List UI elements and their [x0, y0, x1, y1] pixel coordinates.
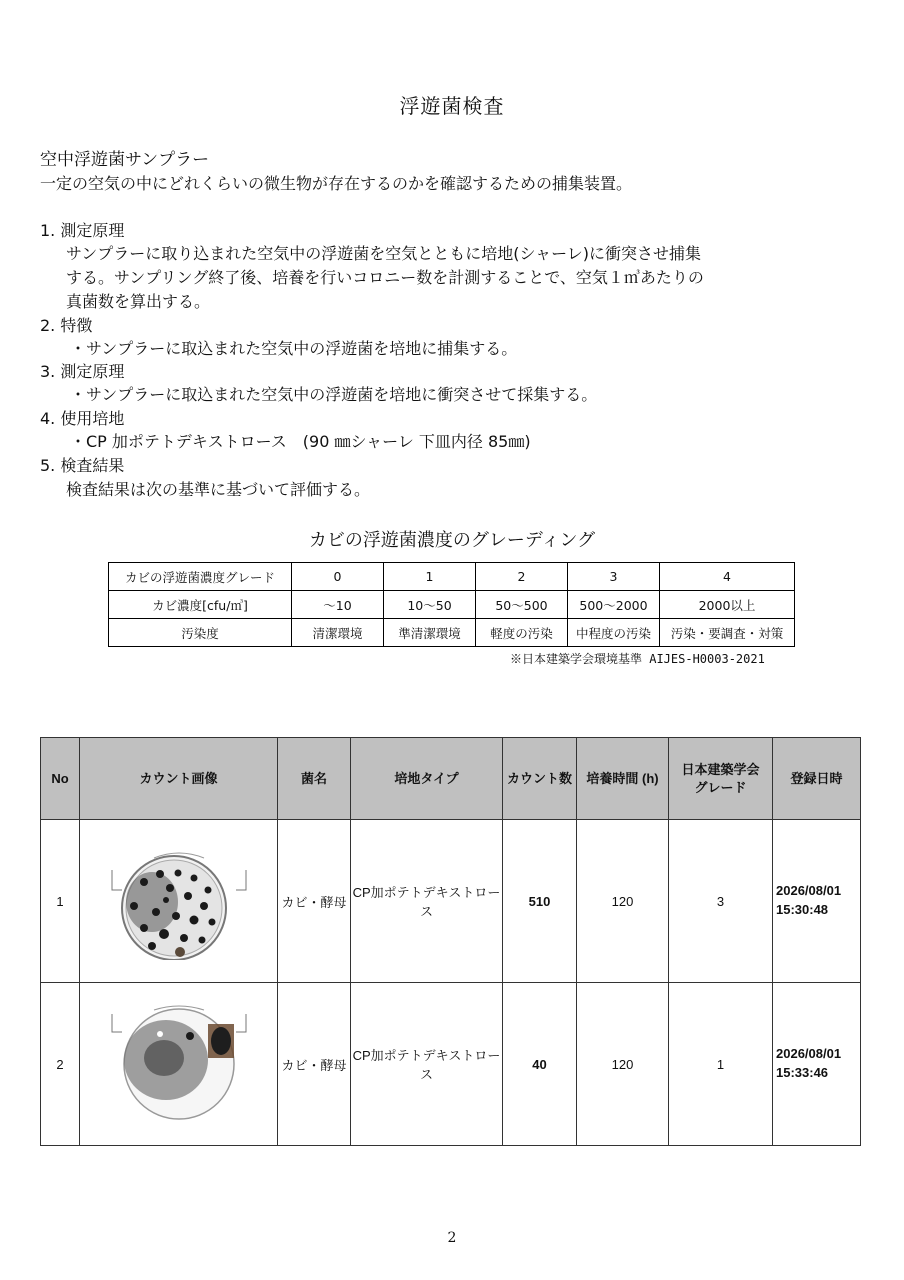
header-count: カウント数: [503, 738, 577, 820]
concentration-cell: 50～500: [476, 591, 568, 619]
concentration-cell: 500～2000: [568, 591, 660, 619]
section-title: 3. 測定原理: [40, 362, 125, 381]
header-date: 登録日時: [773, 738, 861, 820]
row-date: 2026/08/01: [776, 1046, 842, 1062]
row-hours: 120: [577, 820, 669, 983]
row-grade: 3: [669, 820, 773, 983]
section-heading: 空中浮遊菌サンプラー: [40, 150, 210, 170]
section-text: サンプラーに取り込まれた空気中の浮遊菌を空気とともに培地(シャーレ)に衝突させ捕集: [66, 244, 702, 263]
row-label: カビ濃度[cfu/㎥]: [109, 591, 292, 619]
header-species: 菌名: [278, 738, 351, 820]
grading-title: カビの浮遊菌濃度のグレーディング: [308, 530, 596, 551]
header-hours: 培養時間 (h): [577, 738, 669, 820]
header-grade-line2: グレード: [694, 779, 747, 795]
contamination-cell: 中程度の汚染: [568, 619, 660, 647]
row-time: 15:33:46: [776, 1065, 829, 1080]
standard-note: ※日本建築学会環境基準 AIJES-H0003-2021: [510, 652, 765, 666]
row-medium: CP加ポテトデキストロース: [351, 983, 503, 1146]
section-title: 5. 検査結果: [40, 456, 125, 475]
contamination-cell: 汚染・要調査・対策: [660, 619, 795, 647]
row-datetime: [773, 983, 861, 1146]
grade-cell: 0: [292, 563, 384, 591]
concentration-cell: ～10: [292, 591, 384, 619]
header-no: No: [41, 738, 80, 820]
concentration-row: [109, 591, 795, 619]
contamination-cell: 清潔環境: [292, 619, 384, 647]
count-image-cell: [80, 820, 278, 983]
row-label: 汚染度: [109, 619, 292, 647]
concentration-cell: 2000以上: [660, 591, 795, 619]
header-image: カウント画像: [80, 738, 278, 820]
grade-row: [109, 563, 795, 591]
row-count: 40: [503, 983, 577, 1146]
results-header: [41, 738, 861, 820]
table-row: [41, 820, 861, 983]
section-text: する。サンプリング終了後、培養を行いコロニー数を計測することで、空気１㎥あたりの: [66, 268, 704, 287]
row-time: 15:30:48: [776, 902, 829, 917]
row-date: 2026/08/01: [776, 883, 842, 899]
intro-text: 一定の空気の中にどれくらいの微生物が存在するのかを確認するための捕集装置。: [40, 174, 633, 193]
grade-cell: 1: [384, 563, 476, 591]
concentration-cell: 10～50: [384, 591, 476, 619]
grade-cell: 3: [568, 563, 660, 591]
row-count: 510: [503, 820, 577, 983]
contamination-cell: 軽度の汚染: [476, 619, 568, 647]
section-text: 検査結果は次の基準に基づいて評価する。: [66, 480, 371, 499]
row-label: カビの浮遊菌濃度グレード: [109, 563, 292, 591]
row-datetime: [773, 820, 861, 983]
section-title: 1. 測定原理: [40, 221, 125, 240]
petri-dish-image: [104, 1000, 254, 1125]
grade-cell: 4: [660, 563, 795, 591]
count-image-cell: [80, 983, 278, 1146]
header-grade-line1: 日本建築学会: [681, 761, 760, 777]
header-medium: 培地タイプ: [351, 738, 503, 820]
grade-cell: 2: [476, 563, 568, 591]
section-text: ・サンプラーに取込まれた空気中の浮遊菌を培地に捕集する。: [70, 339, 518, 358]
results-table: [40, 737, 861, 1146]
header-grade: [669, 738, 773, 820]
contamination-cell: 準清潔環境: [384, 619, 476, 647]
table-row: [41, 983, 861, 1146]
row-no: 1: [41, 820, 80, 983]
page-title: 浮遊菌検査: [399, 94, 505, 118]
section-text: ・CP 加ポテトデキストロース (90 ㎜シャーレ 下皿内径 85㎜): [70, 432, 531, 451]
row-hours: 120: [577, 983, 669, 1146]
row-grade: 1: [669, 983, 773, 1146]
grading-table: [108, 562, 795, 647]
page-number: 2: [447, 1230, 457, 1246]
section-title: 4. 使用培地: [40, 409, 125, 428]
section-title: 2. 特徴: [40, 316, 93, 335]
row-species: カビ・酵母: [278, 820, 351, 983]
contamination-row: [109, 619, 795, 647]
row-species: カビ・酵母: [278, 983, 351, 1146]
section-text: ・サンプラーに取込まれた空気中の浮遊菌を培地に衝突させて採集する。: [70, 385, 598, 404]
section-text: 真菌数を算出する。: [66, 292, 211, 311]
petri-dish-image: [104, 840, 254, 960]
row-no: 2: [41, 983, 80, 1146]
row-medium: CP加ポテトデキストロース: [351, 820, 503, 983]
